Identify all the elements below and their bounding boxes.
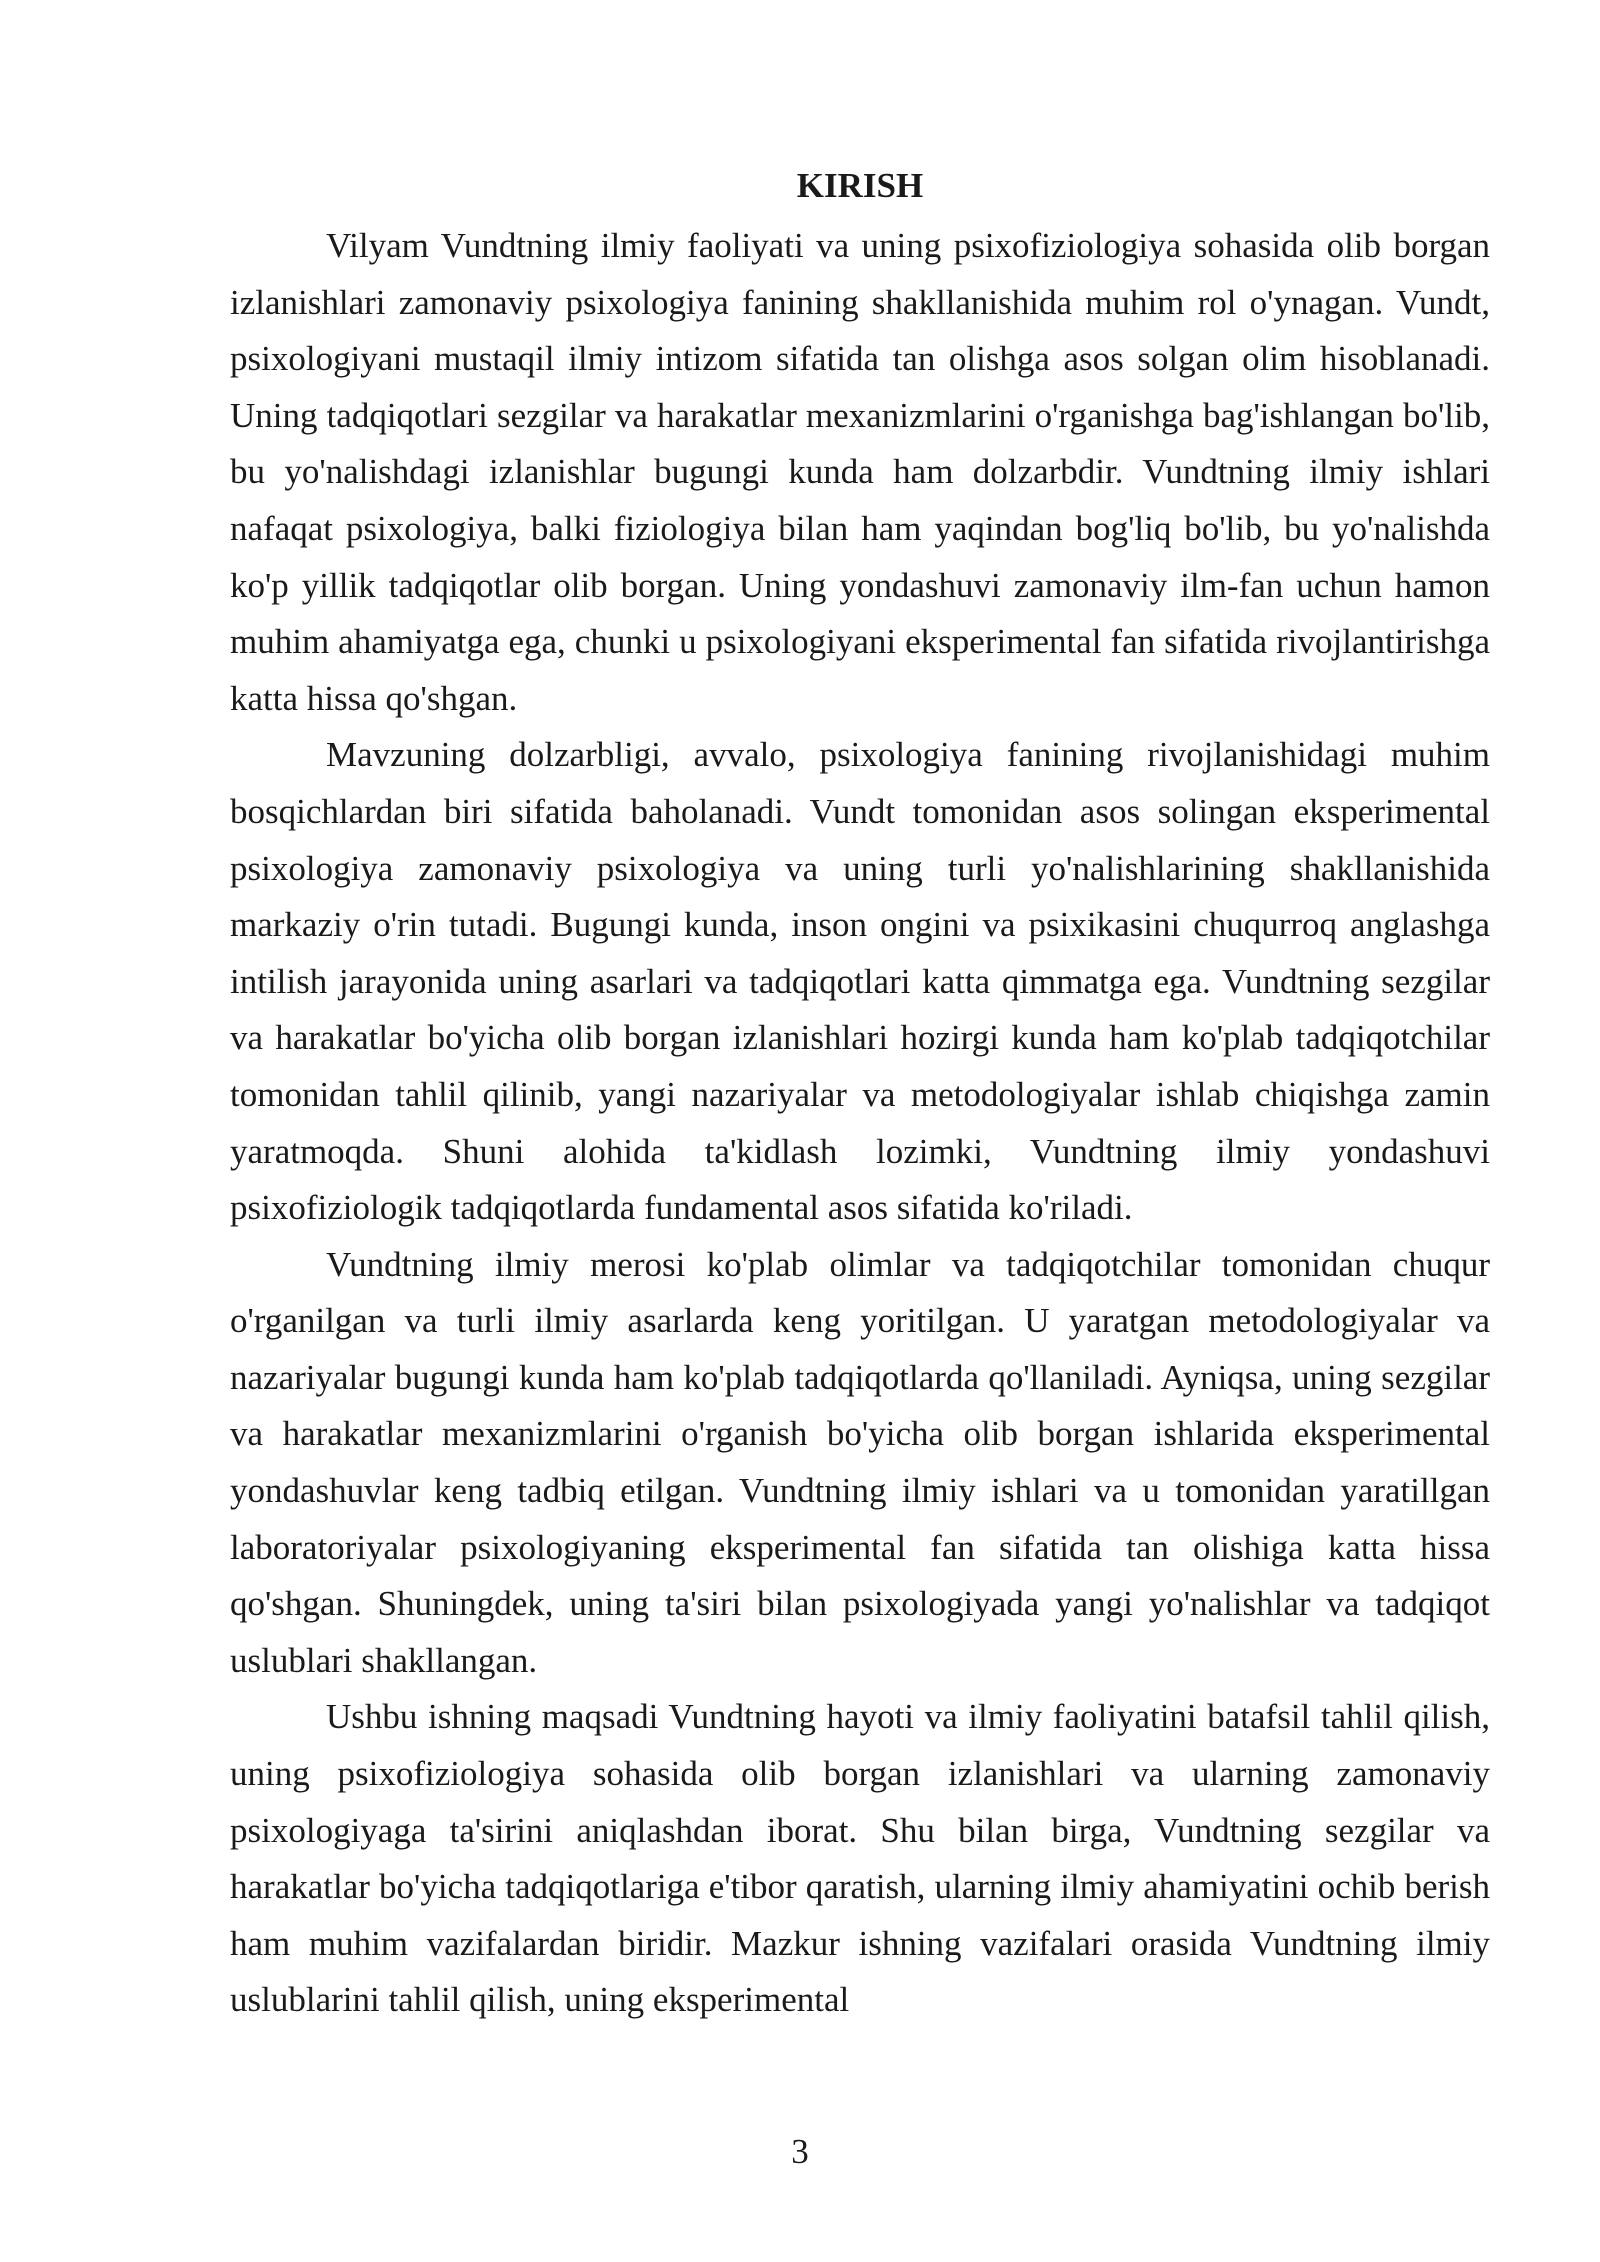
- page-content: [230, 162, 1490, 2029]
- paragraph-3: Vundtning ilmiy merosi ko'plab olimlar va tadqiqotchilar tomonidan chuqur o'rganilgan va turli ilmiy asarlarda keng yoritilgan. U yaratgan metodologiyalar va nazariyalar bugungi kunda ham ko'plab tadqiqotlarda qo'llaniladi. Ayniqsa, uning sezgilar va harakatlar mexanizmlarini o'rganish bo'yicha olib borgan ishlarida eksperimental yondashuvlar keng tadbiq etilgan. Vundtning ilmiy ishlari va u tomonidan yaratillgan laboratoriyalar psixologiyaning eksperimental fan sifatida tan olishiga katta hissa qo'shgan. Shuningdek, uning ta'siri bilan psixologiyada yangi yo'nalishlar va tadqiqot uslublari shakllangan.: [230, 1244, 1490, 1680]
- section-title: KIRISH: [796, 166, 924, 205]
- paragraph-4: Ushbu ishning maqsadi Vundtning hayoti va ilmiy faoliyatini batafsil tahlil qilish, uning psixofiziologiya sohasida olib borgan izlanishlari va ularning zamonaviy psixologiyaga ta'sirini aniqlashdan iborat. Shu bilan birga, Vundtning sezgilar va harakatlar bo'yicha tadqiqotlariga e'tibor qaratish, ularning ilmiy ahamiyatini ochib berish ham muhim vazifalardan biridir. Mazkur ishning vazifalari orasida Vundtning ilmiy uslublarini tahlil qilish, uning eksperimental: [230, 1697, 1490, 2020]
- paragraph-1: Vilyam Vundtning ilmiy faoliyati va uning psixofiziologiya sohasida olib borgan izlanishlari zamonaviy psixologiya fanining shakllanishida muhim rol o'ynagan. Vundt, psixologiyani mustaqil ilmiy intizom sifatida tan olishga asos solgan olim hisoblanadi. Uning tadqiqotlari sezgilar va harakatlar mexanizmlarini o'rganishga bag'ishlangan bo'lib, bu yo'nalishdagi izlanishlar bugungi kunda ham dolzarbdir. Vundtning ilmiy ishlari nafaqat psixologiya, balki fiziologiya bilan ham yaqindan bog'liq bo'lib, bu yo'nalishda ko'p yillik tadqiqotlar olib borgan. Uning yondashuvi zamonaviy ilm-fan uchun hamon muhim ahamiyatga ega, chunki u psixologiyani eksperimental fan sifatida rivojlantirishga katta hissa qo'shgan.: [230, 226, 1490, 718]
- page-number: 3: [791, 2132, 809, 2171]
- paragraph-2: Mavzuning dolzarbligi, avvalo, psixologiya fanining rivojlanishidagi muhim bosqichlardan biri sifatida baholanadi. Vundt tomonidan asos solingan eksperimental psixologiya zamonaviy psixologiya va uning turli yo'nalishlarining shakllanishida markaziy o'rin tutadi. Bugungi kunda, inson ongini va psixikasini chuqurroq anglashga intilish jarayonida uning asarlari va tadqiqotlari katta qimmatga ega. Vundtning sezgilar va harakatlar bo'yicha olib borgan izlanishlari hozirgi kunda ham ko'plab tadqiqotchilar tomonidan tahlil qilinib, yangi nazariyalar va metodologiyalar ishlab chiqishga zamin yaratmoqda. Shuni alohida ta'kidlash lozimki, Vundtning ilmiy yondashuvi psixofiziologik tadqiqotlarda fundamental asos sifatida ko'riladi.: [230, 735, 1490, 1228]
